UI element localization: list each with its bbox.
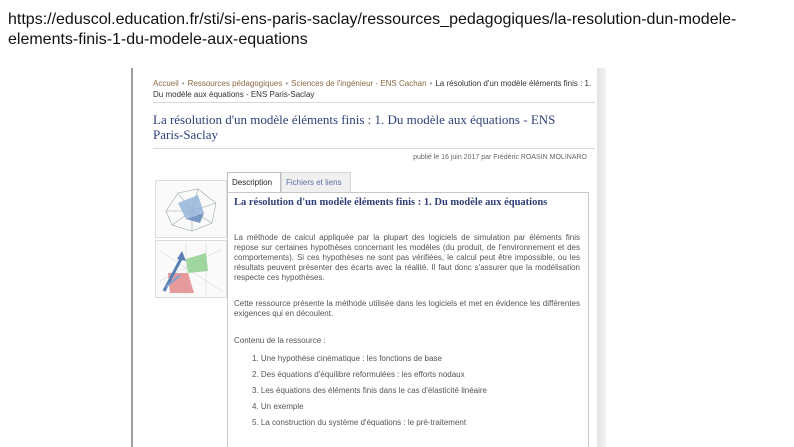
list-item: 1. Une hypothèse cinématique : les fonctions de base bbox=[252, 354, 442, 363]
screenshot-shadow bbox=[597, 68, 606, 447]
description-panel bbox=[227, 192, 589, 447]
divider bbox=[153, 148, 595, 149]
list-item: 5. La construction du système d'équations : le pré-traitement bbox=[252, 418, 467, 427]
paragraph-summary: Cette ressource présente la méthode utilisée dans les logiciels et met en évidence les différentes exigences qui en découlent. bbox=[234, 299, 580, 318]
page-screenshot bbox=[131, 68, 599, 447]
contents-label: Contenu de la ressource : bbox=[234, 336, 326, 345]
url-caption: https://eduscol.education.fr/sti/si-ens-paris-saclay/ressources_pedagogiques/la-resolution-dun-modele-elements-finis-1-du-modele-aux-equations bbox=[8, 11, 737, 48]
publication-info: publié le 16 juin 2017 par Frédéric ROASIN MOLINARO bbox=[413, 154, 587, 161]
vectors-icon bbox=[156, 241, 226, 297]
contents-list bbox=[252, 351, 487, 431]
tab-description[interactable]: Description bbox=[227, 172, 281, 192]
mesh-thumbnail[interactable] bbox=[155, 180, 227, 238]
tab-files-links[interactable]: Fichiers et liens bbox=[281, 172, 351, 192]
page-title: La résolution d'un modèle éléments finis : 1. Du modèle aux équations - ENS Paris-Saclay bbox=[153, 112, 556, 142]
list-item: 3. Les équations des éléments finis dans le cas d'élasticité linéaire bbox=[252, 386, 487, 395]
breadcrumb-current: La résolution d'un modèle éléments finis : 1. Du modèle aux équations - ENS Paris-Saclay bbox=[153, 79, 592, 99]
list-item: 4. Un exemple bbox=[252, 402, 304, 411]
vector-thumbnail[interactable] bbox=[155, 240, 227, 298]
paragraph-intro: La méthode de calcul appliquée par la plupart des logiciels de simulation par éléments finis repose sur certaines hypothèses concernant les modèles (du produit, de l'environnement et des comportements). Si ces hypothèses ne sont pas vérifiées, le calcul peut être impossible, ou les résultats peuvent présenter des écarts avec la réalité. Il faut donc s'assurer que la modélisation respecte ces hypothèses. bbox=[234, 233, 580, 282]
breadcrumb-separator: • bbox=[429, 79, 433, 88]
breadcrumb-resources[interactable]: Ressources pédagogiques bbox=[187, 79, 283, 88]
divider bbox=[153, 102, 595, 103]
mesh-icon bbox=[156, 181, 226, 237]
breadcrumb-separator: • bbox=[285, 79, 289, 88]
breadcrumb-home[interactable]: Accueil bbox=[153, 79, 179, 88]
breadcrumb-ens-cachan[interactable]: Sciences de l'ingénieur - ENS Cachan bbox=[291, 79, 427, 88]
content-title: La résolution d'un modèle éléments finis : 1. Du modèle aux équations bbox=[234, 197, 548, 208]
list-item: 2. Des équations d'équilibre reformulées : les efforts nodaux bbox=[252, 370, 465, 379]
breadcrumb bbox=[153, 78, 599, 100]
breadcrumb-separator: • bbox=[181, 79, 185, 88]
